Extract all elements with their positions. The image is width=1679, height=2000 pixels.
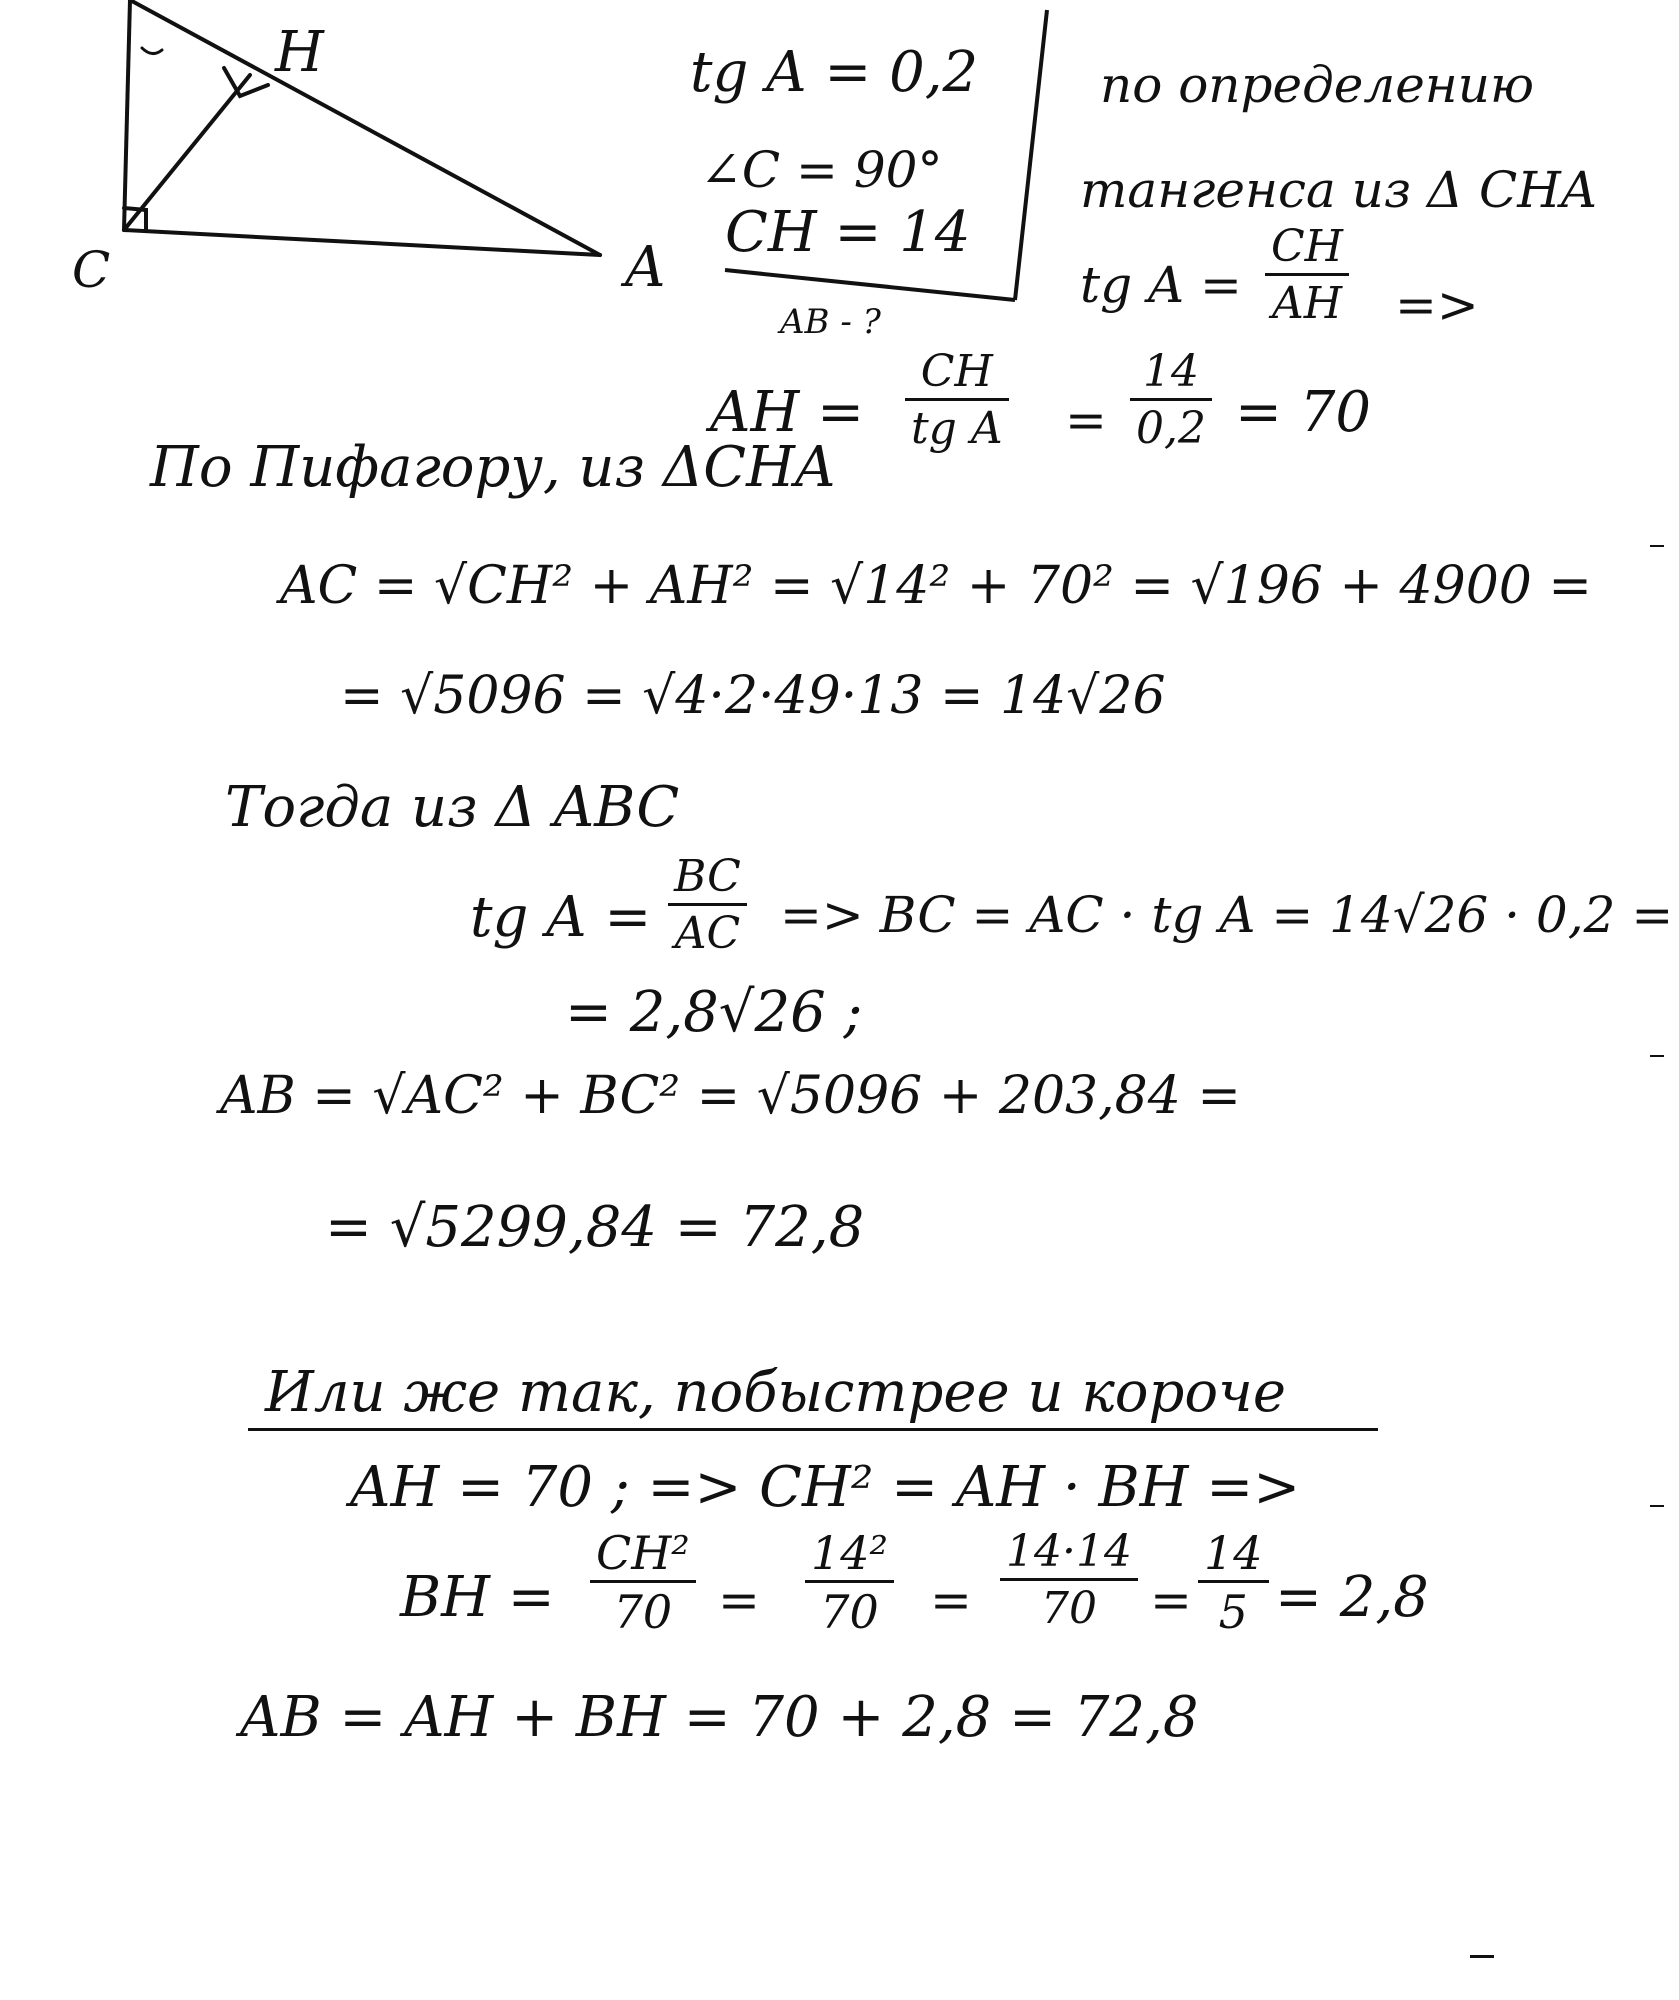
given-angle-c: ∠C = 90°	[700, 141, 943, 199]
ah-fraction-2	[1130, 346, 1212, 454]
fraction-bar	[1000, 1578, 1138, 1581]
then-intro: Тогда из Δ ABC	[225, 775, 680, 840]
fraction-bar	[590, 1580, 696, 1583]
then-rest: => BC = AC · tg A = 14√26 · 0,2 =	[780, 886, 1674, 944]
ah-fraction-1	[905, 346, 1009, 454]
bh-f1-num: CH²	[596, 1526, 690, 1580]
then-num: BC	[674, 851, 741, 902]
label-a: A	[625, 235, 666, 300]
margin-tick	[1470, 1955, 1494, 1958]
label-h: H	[275, 20, 324, 85]
ab-line2: = √5299,84 = 72,8	[325, 1195, 865, 1260]
fraction-bar	[1198, 1580, 1269, 1583]
pythagoras-intro: По Пифагору, из ΔCHA	[150, 435, 836, 500]
ab-line1: AB = √AC² + BC² = √5096 + 203,84 =	[220, 1066, 1241, 1126]
heading-underline	[248, 1428, 1378, 1431]
ah-eq1: =	[1065, 391, 1107, 449]
bh-eq-2: =	[930, 1571, 972, 1629]
definition-fraction	[1265, 221, 1349, 329]
fraction-bar	[1130, 398, 1212, 401]
definition-line1: по определению	[1100, 56, 1534, 114]
definition-line2: тангенса из Δ CHA	[1080, 161, 1597, 219]
margin-tick	[1650, 545, 1664, 547]
given-box-bottom	[725, 270, 1015, 300]
margin-tick	[1650, 1055, 1664, 1057]
given-ch: CH = 14	[725, 200, 971, 265]
bh-lhs: BH =	[400, 1565, 555, 1630]
altitude-ch	[124, 75, 250, 230]
definition-arrow: =>	[1395, 276, 1479, 334]
fraction-bar	[805, 1580, 894, 1583]
bh-f4-den: 5	[1218, 1585, 1248, 1639]
alternative-final: AB = AH + BH = 70 + 2,8 = 72,8	[240, 1685, 1199, 1750]
bh-f1-den: 70	[613, 1585, 673, 1639]
label-c: C	[72, 241, 111, 299]
angle-arc-b	[142, 48, 162, 54]
ah-result: = 70	[1235, 380, 1371, 445]
bh-f2-den: 70	[820, 1585, 879, 1639]
given-find: AB - ?	[780, 302, 881, 342]
definition-den: AH	[1271, 278, 1343, 329]
definition-num: CH	[1271, 221, 1344, 272]
then-lhs: tg A =	[470, 885, 652, 950]
ah-f1-num: CH	[920, 346, 993, 397]
fraction-bar	[905, 398, 1009, 401]
given-box-right	[1015, 10, 1047, 300]
pythagoras-line1: AC = √CH² + AH² = √14² + 70² = √196 + 4900 =	[280, 556, 1592, 616]
then-fraction	[668, 851, 747, 959]
then-line2: = 2,8√26 ;	[565, 980, 863, 1045]
ah-f2-den: 0,2	[1136, 403, 1206, 454]
side-bc	[124, 0, 130, 230]
side-ca	[124, 230, 600, 255]
bh-eq-3: =	[1150, 1571, 1192, 1629]
bh-eq-1: =	[718, 1571, 760, 1629]
fraction-bar	[668, 903, 747, 906]
ah-lhs: AH =	[710, 380, 864, 445]
definition-lhs: tg A =	[1080, 256, 1242, 314]
ah-f1-den: tg A	[911, 403, 1003, 454]
alternative-heading: Или же так, побыстрее и короче	[265, 1360, 1287, 1425]
pythagoras-line2: = √5096 = √4·2·49·13 = 14√26	[340, 666, 1166, 726]
bh-result: = 2,8	[1275, 1565, 1429, 1630]
bh-f2-num: 14²	[811, 1526, 888, 1580]
then-den: AC	[674, 908, 741, 959]
bh-f3-den: 70	[1040, 1583, 1097, 1634]
bh-fraction-2	[805, 1526, 894, 1639]
bh-fraction-1	[590, 1526, 696, 1639]
ah-f2-num: 14	[1142, 346, 1199, 397]
side-ab	[130, 0, 600, 255]
given-tg-a: tg A = 0,2	[690, 40, 979, 105]
alternative-line1: AH = 70 ; => CH² = AH · BH =>	[350, 1455, 1301, 1520]
bh-f3-num: 14·14	[1006, 1526, 1132, 1577]
bh-fraction-4	[1198, 1526, 1269, 1639]
margin-tick	[1650, 1505, 1664, 1507]
bh-fraction-3	[1000, 1526, 1138, 1634]
bh-f4-num: 14	[1204, 1526, 1263, 1580]
fraction-bar	[1265, 273, 1349, 276]
